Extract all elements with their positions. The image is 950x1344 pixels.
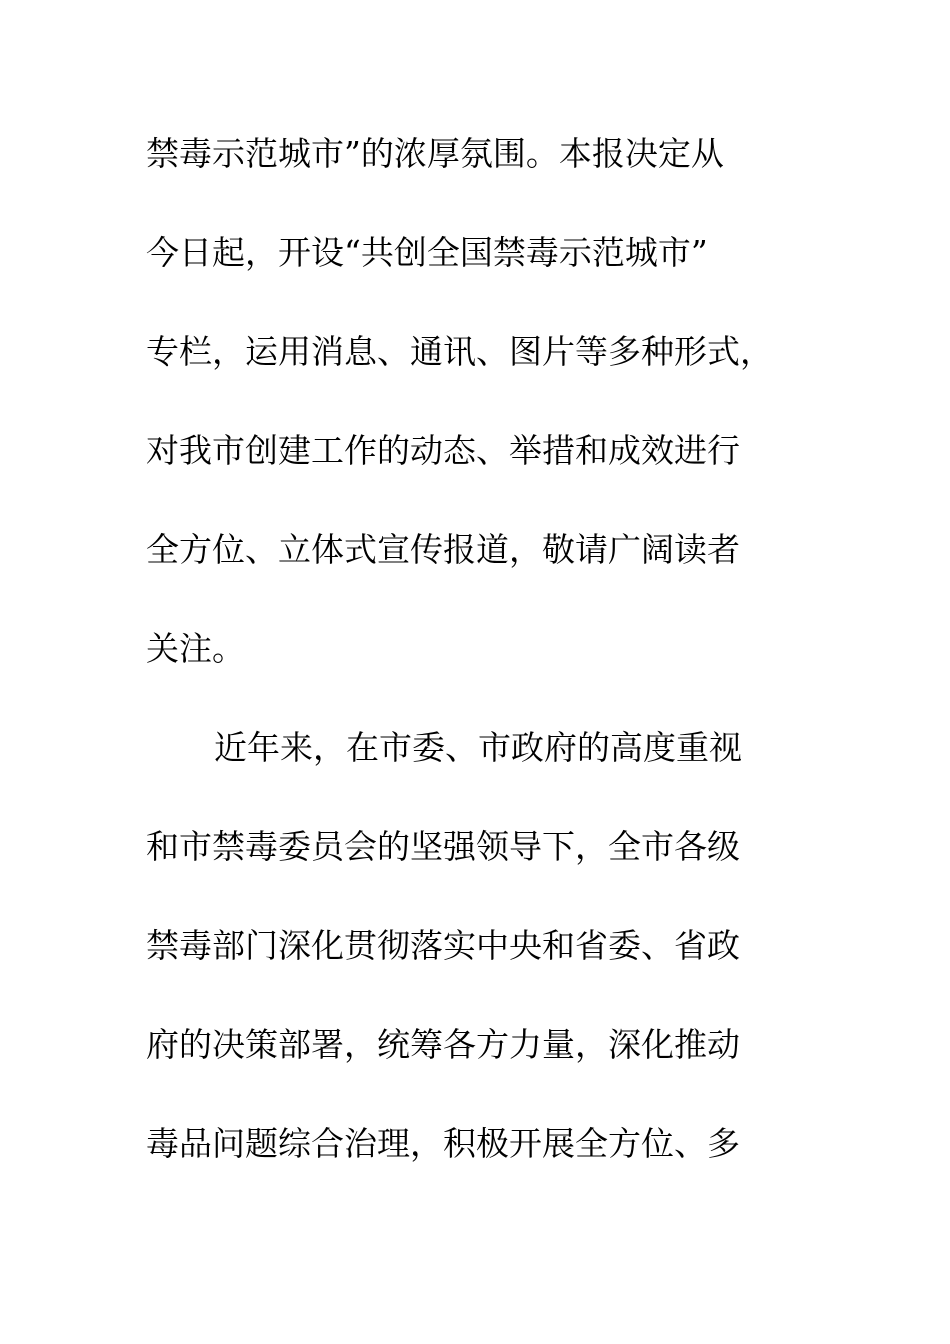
- text-line: 毒品问题综合治理，积极开展全方位、多: [146, 1124, 740, 1163]
- text-line: 关注。: [146, 629, 245, 668]
- text-line: 全方位、立体式宣传报道，敬请广阔读者: [146, 530, 740, 569]
- paragraph-first-line: 近年来，在市委、市政府的高度重视: [214, 728, 742, 767]
- text-line: 府的决策部署，统筹各方力量，深化推动: [146, 1025, 740, 1064]
- text-line: 禁毒部门深化贯彻落实中央和省委、省政: [146, 926, 740, 965]
- text-line: 禁毒示范城市”的浓厚氛围。本报决定从: [146, 134, 724, 173]
- text-line: 对我市创建工作的动态、举措和成效进行: [146, 431, 740, 470]
- text-line: 今日起，开设“共创全国禁毒示范城市”: [146, 233, 708, 272]
- text-line: 和市禁毒委员会的坚强领导下，全市各级: [146, 827, 740, 866]
- text-line: 专栏，运用消息、通讯、图片等多种形式，: [146, 332, 773, 371]
